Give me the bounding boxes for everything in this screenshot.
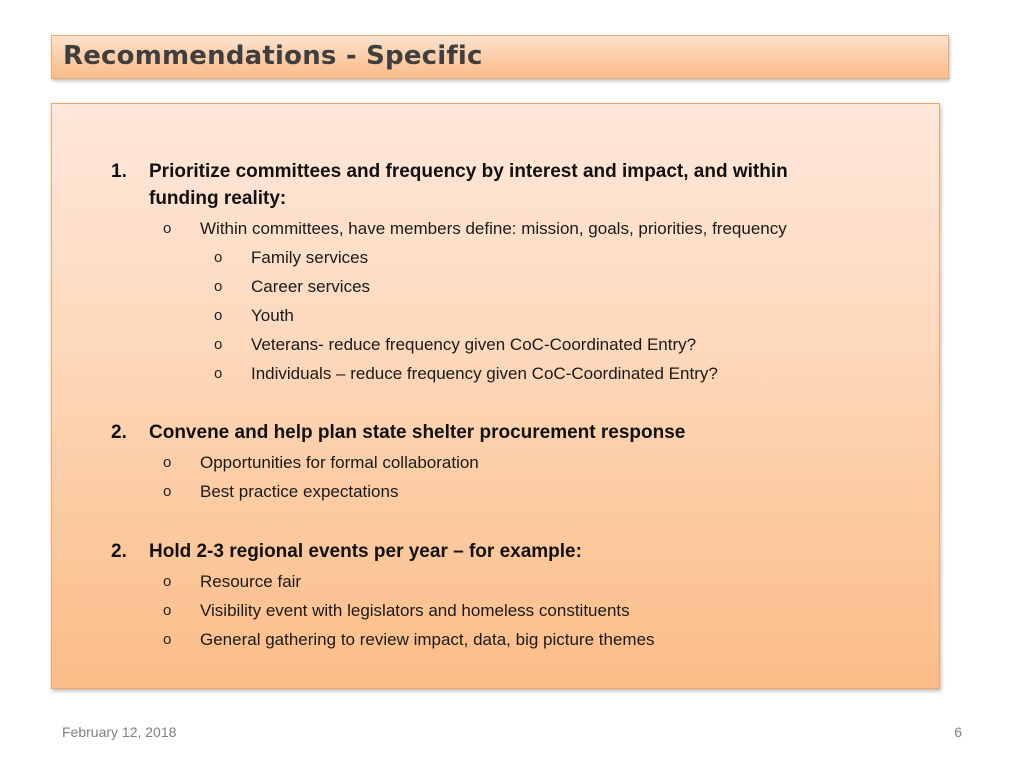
hollow-bullet-icon: o: [163, 483, 172, 500]
hollow-bullet-icon: o: [163, 573, 172, 590]
bullet-text: Family services: [251, 248, 369, 267]
content-box: [51, 103, 940, 689]
recommendation-3: [52, 538, 939, 654]
footer-date: February 12, 2018: [62, 724, 177, 740]
sub-list-item: [52, 330, 939, 359]
title-bar: [51, 35, 949, 79]
hollow-bullet-icon: o: [163, 454, 172, 471]
bullet-text: Individuals – reduce frequency given CoC-Coordinated Entry?: [251, 364, 718, 383]
bullet-text: Within committees, have members define: mission, goals, priorities, frequency: [200, 219, 787, 238]
hollow-bullet-icon: o: [214, 249, 223, 266]
slide-title: Recommendations - Specific: [63, 41, 483, 71]
sub-list-item: [52, 243, 939, 272]
list-item: [52, 625, 939, 654]
heading-text: Hold 2-3 regional events per year – for example:: [149, 541, 582, 562]
hollow-bullet-icon: o: [214, 336, 223, 353]
bullet-text: General gathering to review impact, data, big picture themes: [200, 630, 655, 649]
list-number: 2.: [111, 541, 127, 562]
hollow-bullet-icon: o: [163, 631, 172, 648]
list-item: [52, 448, 939, 477]
heading-text: Prioritize committees and frequency by interest and impact, and within funding reality:: [149, 161, 788, 209]
list-number: 1.: [111, 161, 127, 182]
recommendation-heading: [52, 538, 939, 565]
hollow-bullet-icon: o: [214, 365, 223, 382]
recommendation-heading: [52, 158, 939, 212]
bullet-text: Veterans- reduce frequency given CoC-Coordinated Entry?: [251, 335, 697, 354]
list-item: [52, 567, 939, 596]
recommendation-1: [52, 158, 939, 388]
bullet-text: Opportunities for formal collaboration: [200, 453, 479, 472]
sub-list-item: [52, 359, 939, 388]
bullet-text: Career services: [251, 277, 371, 296]
sub-list-item: [52, 301, 939, 330]
list-number: 2.: [111, 422, 127, 443]
heading-text: Convene and help plan state shelter procurement response: [149, 422, 686, 443]
bullet-text: Best practice expectations: [200, 482, 399, 501]
list-item: [52, 596, 939, 625]
hollow-bullet-icon: o: [163, 602, 172, 619]
hollow-bullet-icon: o: [163, 220, 172, 237]
page-number: 6: [954, 724, 962, 740]
bullet-text: Visibility event with legislators and homeless constituents: [200, 601, 630, 620]
recommendation-2: [52, 419, 939, 506]
list-item: [52, 214, 939, 243]
bullet-text: Resource fair: [200, 572, 302, 591]
recommendation-heading: [52, 419, 939, 446]
list-item: [52, 477, 939, 506]
hollow-bullet-icon: o: [214, 307, 223, 324]
sub-list-item: [52, 272, 939, 301]
bullet-text: Youth: [251, 306, 294, 325]
hollow-bullet-icon: o: [214, 278, 223, 295]
